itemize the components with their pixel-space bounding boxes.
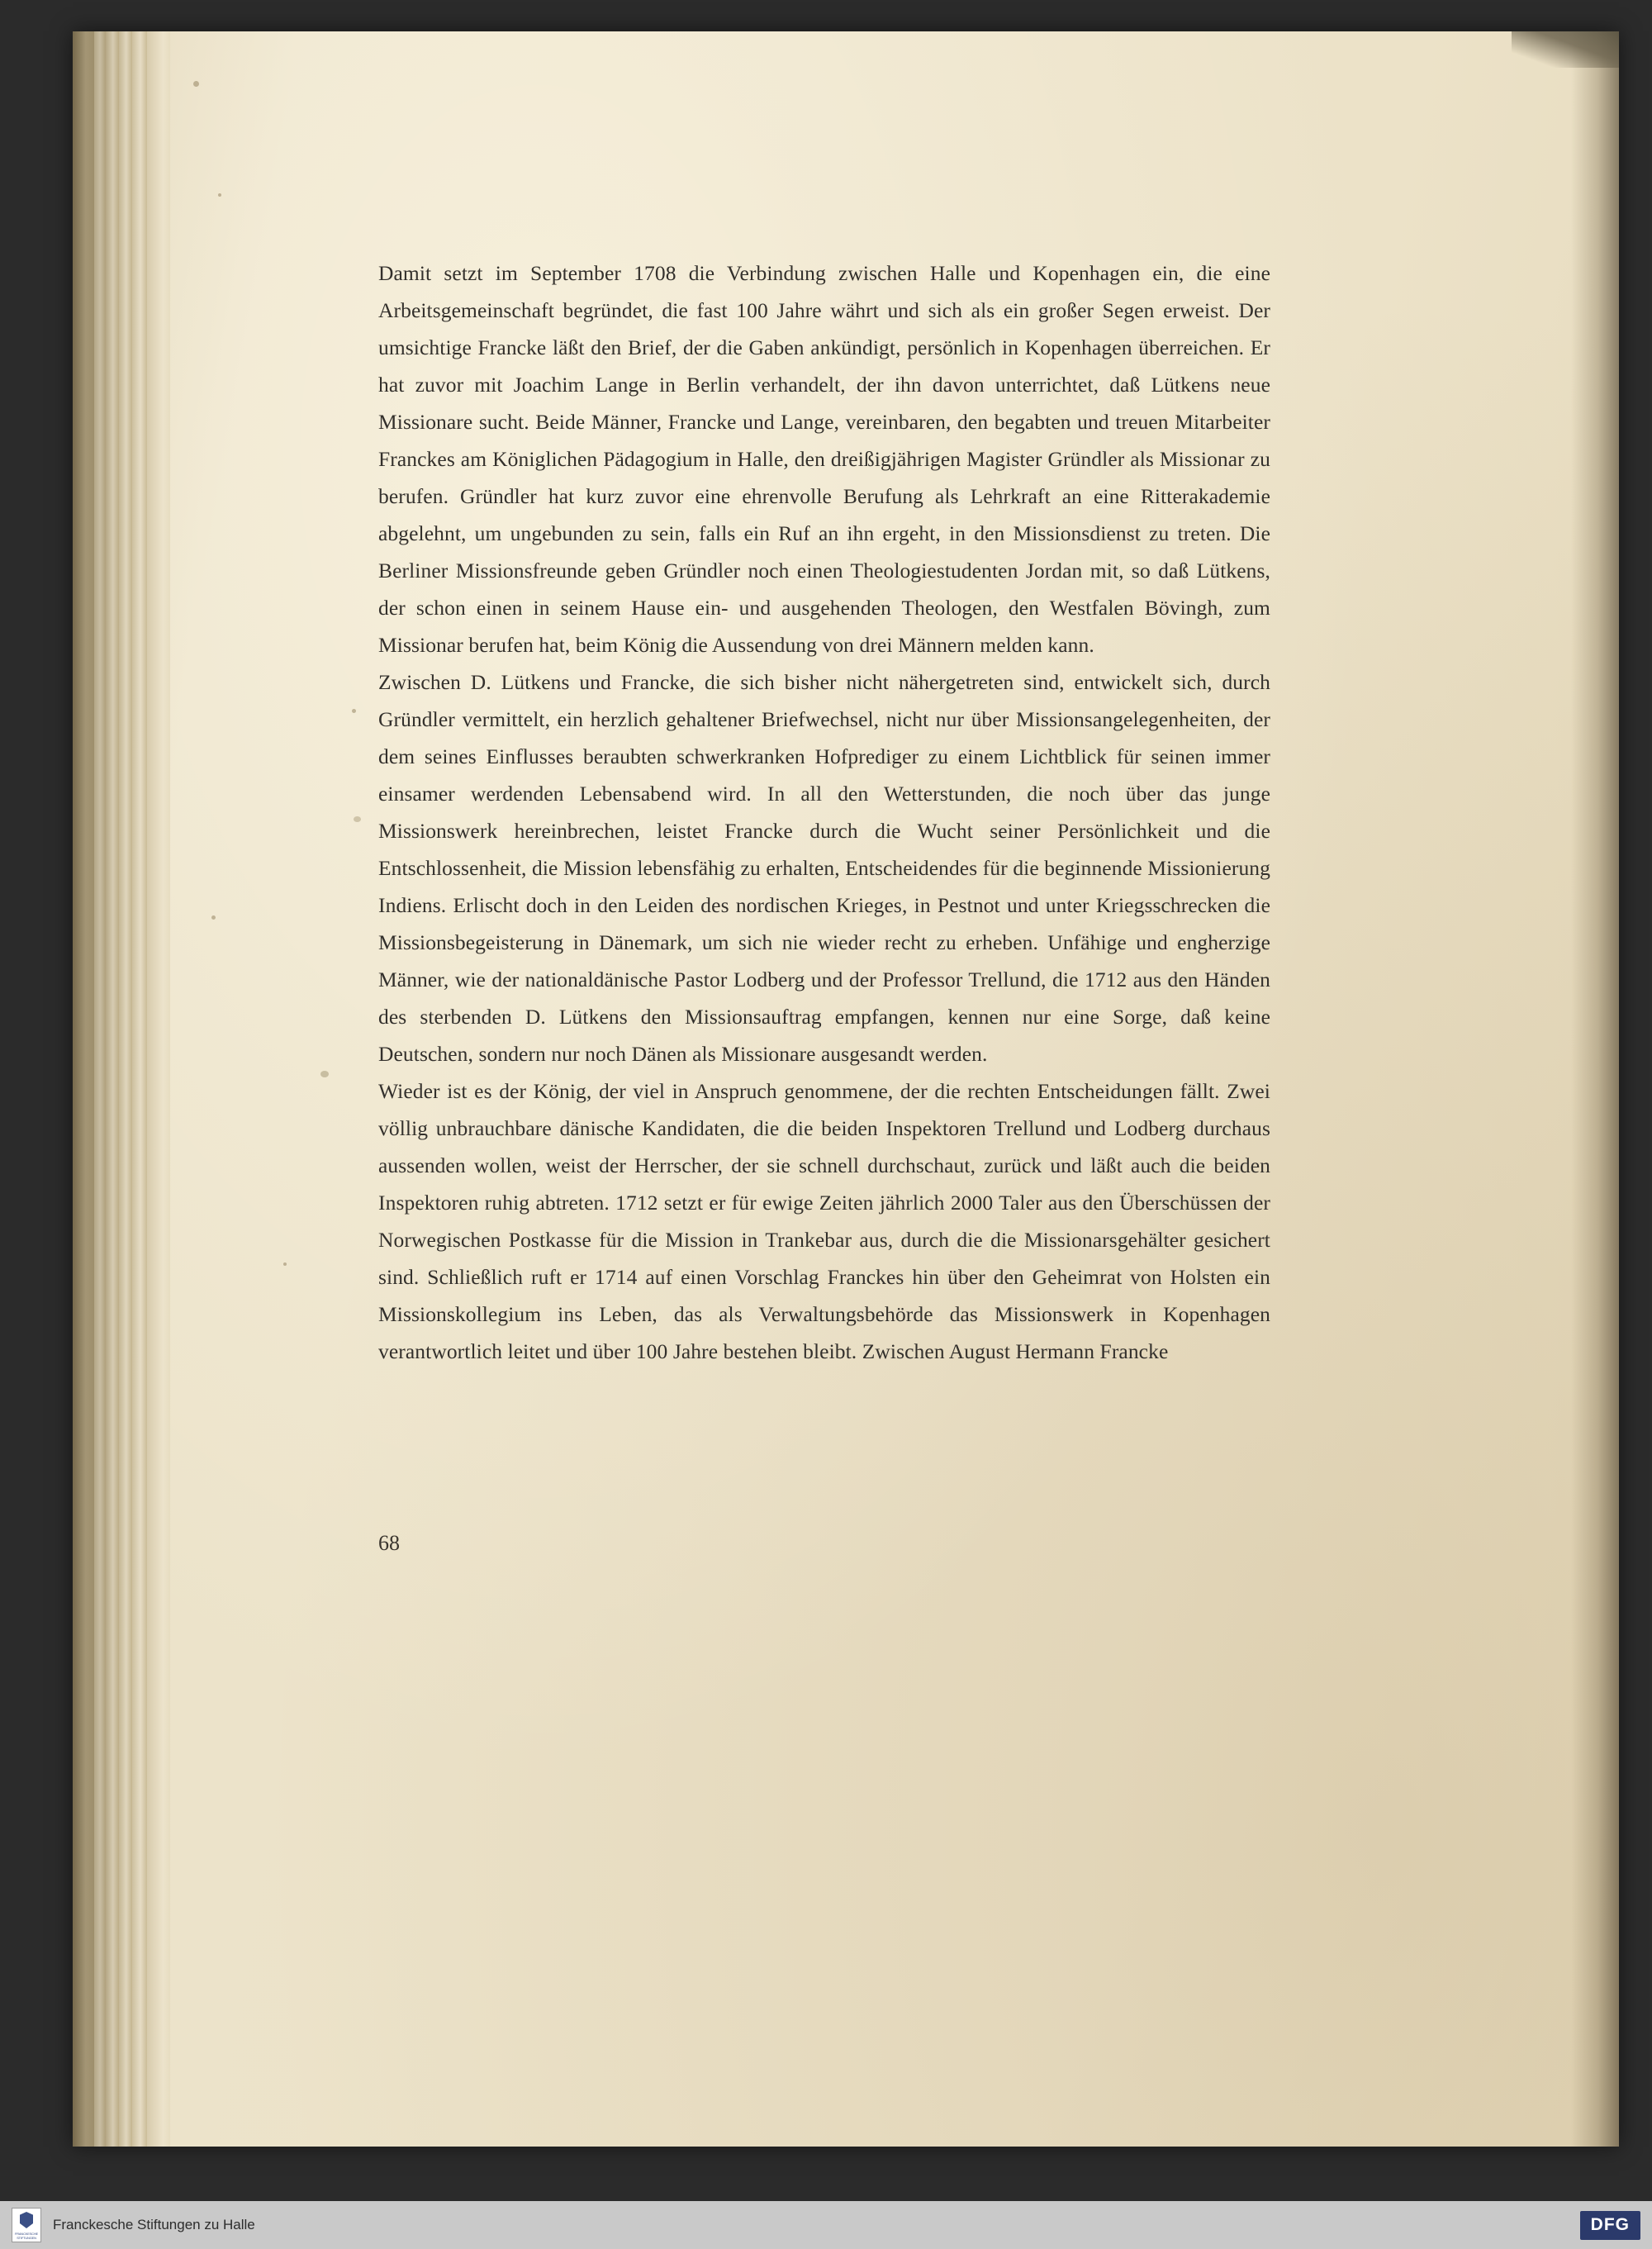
paper-speckle	[354, 816, 361, 822]
paper-speckle	[211, 915, 216, 920]
paper-speckle	[193, 81, 199, 87]
paragraph: Damit setzt im September 1708 die Verbindung zwischen Halle und Kopenhagen ein, die eine Arbeitsgemeinschaft begründet, die fast 100 Jahre währt und sich als ein großer Segen erweist. Der umsichtige Francke läßt den Brief, der die Gaben ankündigt, persönlich in Kopenhagen überreichen. Er hat zuvor mit Joachim Lange in Berlin verhandelt, der ihn davon unterrichtet, daß Lütkens neue Missionare sucht. Beide Männer, Francke und Lange, vereinbaren, den begabten und treuen Mitarbeiter Franckes am Königlichen Pädagogium in Halle, den dreißigjährigen Magister Gründler als Missionar zu berufen. Gründler hat kurz zuvor eine ehrenvolle Berufung als Lehrkraft an eine Ritterakademie abgelehnt, um ungebunden zu sein, falls ein Ruf an ihn ergeht, in den Missionsdienst zu treten. Die Berliner Missionsfreunde geben Gründler noch einen Theologiestudenten Jordan mit, so daß Lütkens, der schon einen in seinem Hause ein- und ausgehenden Theologen, den Westfalen Bövingh, zum Missionar berufen hat, beim König die Aussendung von drei Männern melden kann.	[378, 261, 1270, 657]
page-corner-damage	[1512, 31, 1619, 68]
crest-shape-icon	[20, 2212, 33, 2228]
gutter-fold-3	[106, 31, 119, 2147]
paper-speckle	[283, 1262, 287, 1266]
book-binding-gutter	[73, 31, 170, 2147]
gutter-fold-2	[94, 31, 106, 2147]
franckesche-stiftungen-logo-icon	[12, 2208, 41, 2242]
gutter-fold-1	[73, 31, 94, 2147]
gutter-fold-5	[132, 31, 147, 2147]
page-text-body	[378, 254, 1270, 1370]
gutter-fold-6	[147, 31, 170, 2147]
page-right-edge-shadow	[1571, 31, 1619, 2147]
viewer-bottom-bar	[0, 2201, 1652, 2249]
dfg-logo: DFG	[1580, 2211, 1640, 2240]
viewer-bar-left-group	[12, 2208, 255, 2242]
book-page	[73, 31, 1619, 2147]
paragraph: Wieder ist es der König, der viel in Anspruch genommene, der die rechten Entscheidungen fällt. Zwei völlig unbrauchbare dänische Kandidaten, die die beiden Inspektoren Trellund und Lodberg durchaus aussenden wollen, weist der Herrscher, der sie schnell durchschaut, zurück und läßt auch die beiden Inspektoren ruhig abtreten. 1712 setzt er für ewige Zeiten jährlich 2000 Taler aus den Überschüssen der Norwegischen Postkasse für die Mission in Trankebar aus, durch die die Missionarsgehälter gesichert sind. Schließlich ruft er 1714 auf einen Vorschlag Franckes hin über den Geheimrat von Holsten ein Missionskollegium ins Leben, das als Verwaltungsbehörde das Missionswerk in Kopenhagen verantwortlich leitet und über 100 Jahre bestehen bleibt. Zwischen August Hermann Francke	[378, 1079, 1270, 1363]
paper-speckle	[218, 193, 221, 197]
page-number: 68	[378, 1531, 400, 1555]
paragraph: Zwischen D. Lütkens und Francke, die sich bisher nicht nähergetreten sind, entwickelt sich, durch Gründler vermittelt, ein herzlich gehaltener Briefwechsel, nicht nur über Missionsangelegenheiten, der dem seines Einflusses beraubten schwerkranken Hofprediger zu einem Lichtblick für seinen immer einsamer werdenden Lebensabend wird. In all den Wetterstunden, die noch über das junge Missionswerk hereinbrechen, leistet Francke durch die Wucht seiner Persönlichkeit und die Entschlossenheit, die Mission lebensfähig zu erhalten, Entscheidendes für die beginnende Missionierung Indiens. Erlischt doch in den Leiden des nordischen Krieges, in Pestnot und unter Kriegsschrecken die Missionsbegeisterung in Dänemark, um sich nie wieder recht zu erheben. Unfähige und engherzige Männer, wie der nationaldänische Pastor Lodberg und der Professor Trellund, die 1712 aus den Händen des sterbenden D. Lütkens den Missionsauftrag empfangen, kennen nur eine Sorge, daß keine Deutschen, sondern nur noch Dänen als Missionare ausgesandt werden.	[378, 670, 1270, 1066]
logo-caption: FRANCKESCHE STIFTUNGEN	[14, 2232, 39, 2240]
paper-speckle	[320, 1071, 329, 1077]
paper-speckle	[352, 709, 356, 713]
institution-label: Franckesche Stiftungen zu Halle	[53, 2217, 255, 2232]
gutter-fold-4	[119, 31, 132, 2147]
